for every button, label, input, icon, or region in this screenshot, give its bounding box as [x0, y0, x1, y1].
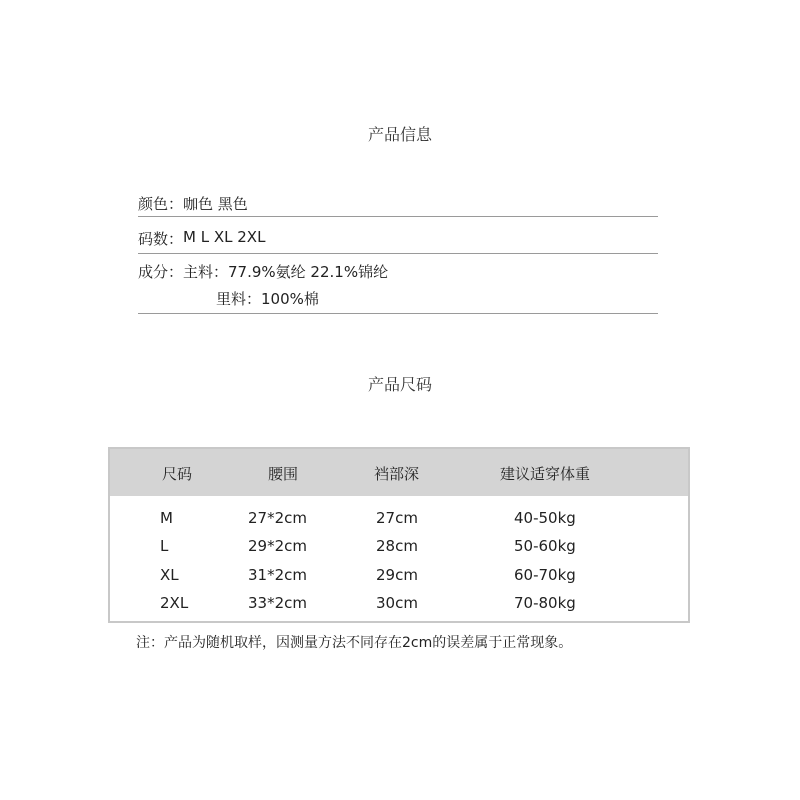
size-label: 码数：: [138, 230, 184, 248]
size-row: [138, 228, 658, 249]
color-label: 颜色：: [138, 195, 184, 213]
measurement-note: 注：产品为随机取样，因测量方法不同存在2cm的误差属于正常现象。: [136, 635, 573, 651]
size-table: [108, 447, 690, 623]
header-size: 尺码: [162, 465, 193, 483]
cell-waist: 29*2cm: [248, 537, 307, 555]
cell-weight: 60-70kg: [514, 566, 576, 584]
size-value: M L XL 2XL: [183, 228, 266, 246]
cell-waist: 31*2cm: [248, 566, 307, 584]
material-label: 成分：: [138, 263, 184, 281]
material-lining-value: 里料：100%棉: [216, 290, 319, 308]
cell-waist: 33*2cm: [248, 594, 307, 612]
size-table-header: [110, 449, 688, 496]
cell-weight: 40-50kg: [514, 509, 576, 527]
cell-size: M: [160, 509, 173, 527]
cell-rise: 28cm: [376, 537, 418, 555]
color-row: [138, 193, 658, 214]
size-chart-title: 产品尺码: [367, 375, 432, 394]
material-main-value: 主料：77.9%氨纶 22.1%锦纶: [183, 263, 389, 281]
cell-rise: 30cm: [376, 594, 418, 612]
cell-size: 2XL: [160, 594, 189, 612]
product-info-title: 产品信息: [367, 125, 432, 144]
cell-size: L: [160, 537, 169, 555]
header-rise: 裆部深: [374, 465, 420, 483]
cell-rise: 27cm: [376, 509, 418, 527]
divider: [138, 253, 658, 254]
cell-weight: 50-60kg: [514, 537, 576, 555]
color-value: 咖色 黑色: [183, 195, 248, 213]
divider: [138, 313, 658, 314]
cell-weight: 70-80kg: [514, 594, 576, 612]
header-waist: 腰围: [268, 465, 299, 483]
cell-size: XL: [160, 566, 179, 584]
header-weight: 建议适穿体重: [500, 465, 591, 483]
divider: [138, 216, 658, 217]
cell-rise: 29cm: [376, 566, 418, 584]
material-row: [138, 261, 658, 309]
cell-waist: 27*2cm: [248, 509, 307, 527]
